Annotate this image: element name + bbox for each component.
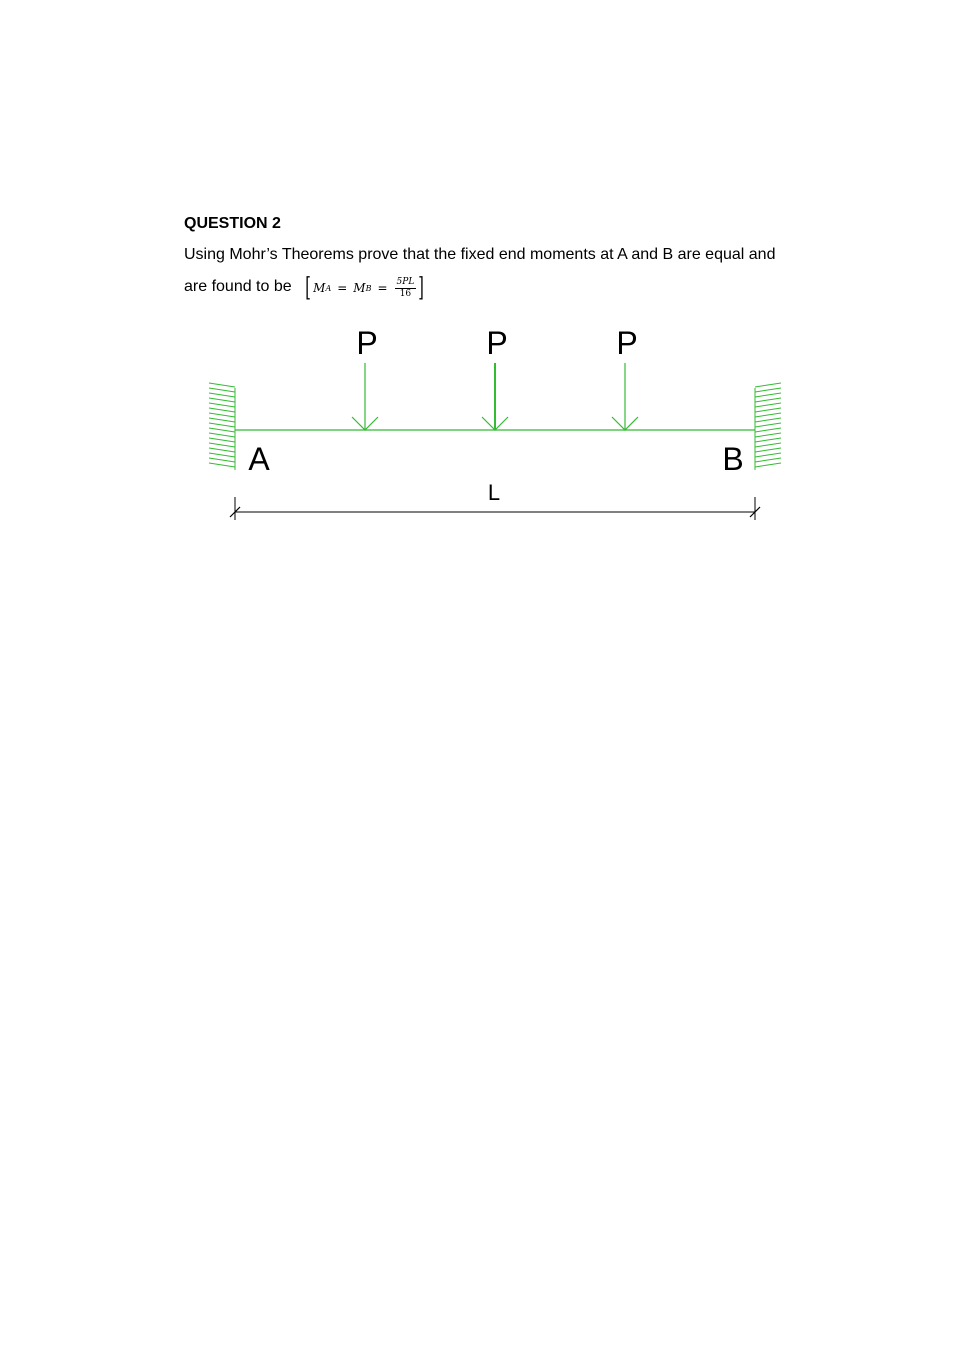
formula-moment-a-subscript: A [325,283,332,293]
support-label-b: B [722,441,744,477]
load-label-3: P [616,325,638,361]
point-load-2 [482,325,508,430]
beam-diagram [0,0,960,560]
question-text-line-1: Using Mohr’s Theorems prove that the fixed end moments at A and B are equal and [184,246,776,263]
point-load-3 [612,325,638,430]
point-load-1 [352,325,378,430]
formula-open-bracket: [ [305,273,311,303]
right-wall-hatching [755,383,781,467]
formula-denominator: 16 [399,288,412,299]
formula-equals-1: = [337,281,348,295]
right-fixed-support [755,383,781,470]
question-text-line-2: are found to be [184,278,292,295]
question-heading: QUESTION 2 [184,215,281,232]
formula-equals-2: = [377,281,388,295]
span-dimension [230,480,760,520]
load-label-1: P [356,325,378,361]
formula-moment-b-symbol: M [353,281,366,295]
left-wall-hatching [209,383,235,467]
left-fixed-support [209,383,235,470]
formula-moment-b-subscript: B [365,283,372,293]
load-label-2: P [486,325,508,361]
formula-close-bracket: ] [418,273,425,303]
formula-moment-a-symbol: M [313,281,326,295]
support-label-a: A [248,441,270,477]
span-label: L [487,480,501,505]
formula-numerator: 5PL [396,276,415,287]
